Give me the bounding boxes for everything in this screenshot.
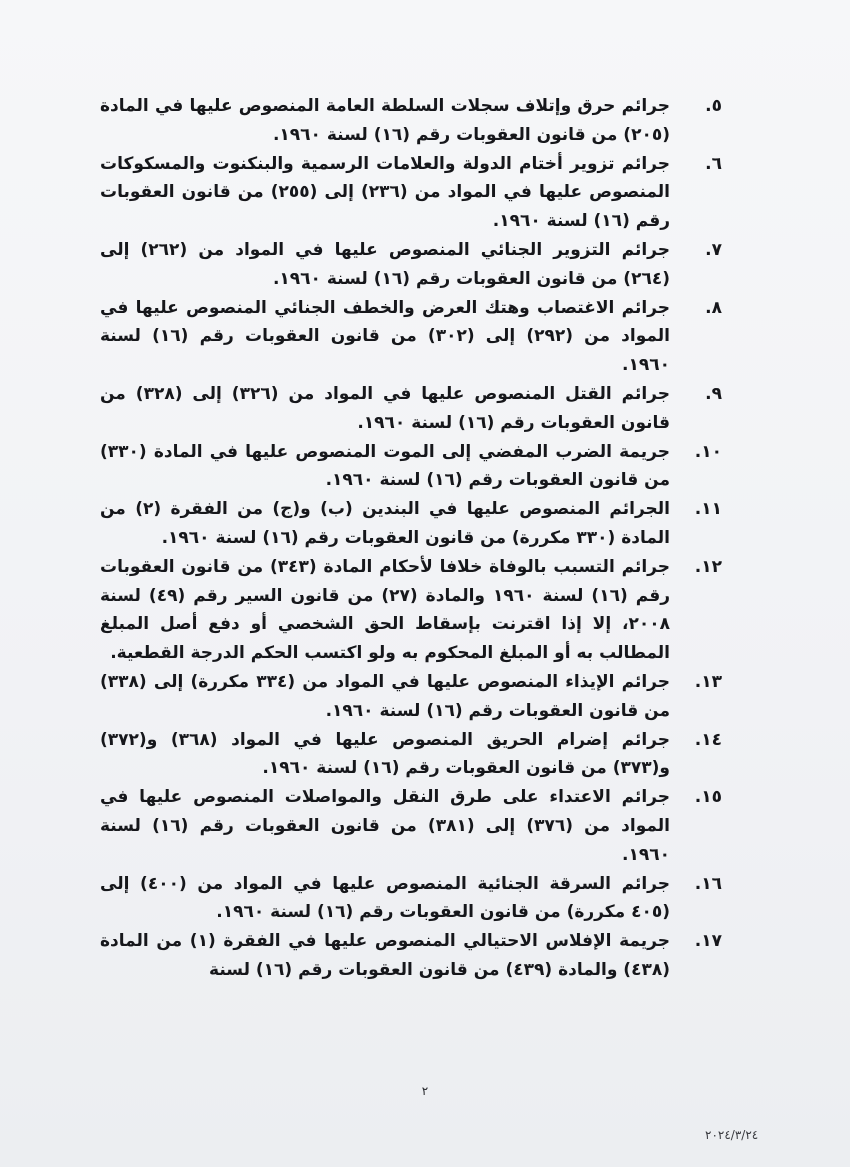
document-body [100, 92, 722, 985]
item-text: جرائم التزوير الجنائي المنصوص عليها في المواد من (٢٦٢) إلى (٢٦٤) من قانون العقوبات رقم (١٦) لسنة ١٩٦٠. [100, 239, 670, 289]
item-number: ١٢. [694, 556, 722, 577]
item-number: ١٥. [694, 787, 722, 808]
list-item-14 [100, 726, 722, 784]
list-item-11 [100, 495, 722, 553]
list-item-8 [100, 294, 722, 380]
date-stamp: ٢٠٢٤/٣/٢٤ [705, 1128, 759, 1142]
item-text: جريمة الإفلاس الاحتيالي المنصوص عليها في الفقرة (١) من المادة (٤٣٨) والمادة (٤٣٩) من قانون العقوبات رقم (١٦) لسنة [100, 931, 670, 980]
list-item-7 [100, 236, 722, 294]
item-text: جرائم الاعتداء على طرق النقل والمواصلات المنصوص عليها في المواد من (٣٧٦) إلى (٣٨١) من قانون العقوبات رقم (١٦) لسنة ١٩٦٠. [100, 787, 670, 865]
item-number: ٨. [705, 297, 722, 318]
list-item-5 [100, 92, 722, 150]
item-number: ١٤. [694, 729, 722, 750]
item-text: جرائم تزوير أختام الدولة والعلامات الرسمية والبنكنوت والمسكوكات المنصوص عليها في المواد من (٢٣٦) إلى (٢٥٥) من قانون العقوبات رقم (١٦) لسنة ١٩٦٠. [100, 153, 670, 232]
list-item-15 [100, 783, 722, 869]
item-text: جريمة الضرب المفضي إلى الموت المنصوص عليها في المادة (٣٣٠) من قانون العقوبات رقم (١٦) لسنة ١٩٦٠. [100, 441, 670, 491]
page-number: ٢ [421, 1084, 429, 1098]
item-text: جرائم التسبب بالوفاة خلافا لأحكام المادة (٣٤٣) من قانون العقوبات رقم (١٦) لسنة ١٩٦٠ والمادة (٢٧) من قانون السير رقم (٤٩) لسنة ٢٠٠٨، إلا إذا اقترنت بإسقاط الحق الشخصي أو دفع أصل المبلغ المطالب به أو المبلغ المحكوم به ولو اكتسب الحكم الدرجة القطعية. [100, 556, 670, 664]
list-item-16 [100, 870, 722, 928]
list-item-10 [100, 438, 722, 496]
item-number: ١٦. [694, 873, 722, 894]
list-item-17 [100, 927, 722, 985]
list-item-6 [100, 150, 722, 236]
item-text: جرائم السرقة الجنائية المنصوص عليها في المواد من (٤٠٠) إلى (٤٠٥ مكررة) من قانون العقوبات رقم (١٦) لسنة ١٩٦٠. [100, 873, 670, 923]
list-item-13 [100, 668, 722, 726]
item-text: جرائم الاغتصاب وهتك العرض والخطف الجنائي المنصوص عليها في المواد من (٢٩٢) إلى (٣٠٢) من قانون العقوبات رقم (١٦) لسنة ١٩٦٠. [100, 297, 670, 376]
item-text: جرائم إضرام الحريق المنصوص عليها في المواد (٣٦٨) و(٣٧٢) و(٣٧٣) من قانون العقوبات رقم (١٦) لسنة ١٩٦٠. [100, 729, 670, 779]
list-item-9 [100, 380, 722, 438]
item-text: جرائم الإيذاء المنصوص عليها في المواد من (٣٣٤ مكررة) إلى (٣٣٨) من قانون العقوبات رقم (١٦) لسنة ١٩٦٠. [100, 671, 670, 721]
item-number: ٥. [705, 96, 722, 116]
item-number: ٧. [705, 239, 722, 260]
item-number: ١١. [694, 499, 722, 520]
list-item-12 [100, 553, 722, 668]
item-text: الجرائم المنصوص عليها في البندين (ب) و(ج) من الفقرة (٢) من المادة (٣٣٠ مكررة) من قانون العقوبات رقم (١٦) لسنة ١٩٦٠. [100, 499, 670, 548]
item-number: ١٧. [694, 931, 722, 952]
item-number: ٦. [705, 153, 722, 174]
item-number: ١٣. [694, 671, 722, 692]
item-number: ٩. [705, 383, 722, 404]
item-number: ١٠. [694, 441, 722, 462]
item-text: جرائم حرق وإتلاف سجلات السلطة العامة المنصوص عليها في المادة (٢٠٥) من قانون العقوبات رقم (١٦) لسنة ١٩٦٠. [100, 96, 670, 145]
item-text: جرائم القتل المنصوص عليها في المواد من (٣٢٦) إلى (٣٢٨) من قانون العقوبات رقم (١٦) لسنة ١٩٦٠. [100, 383, 671, 433]
